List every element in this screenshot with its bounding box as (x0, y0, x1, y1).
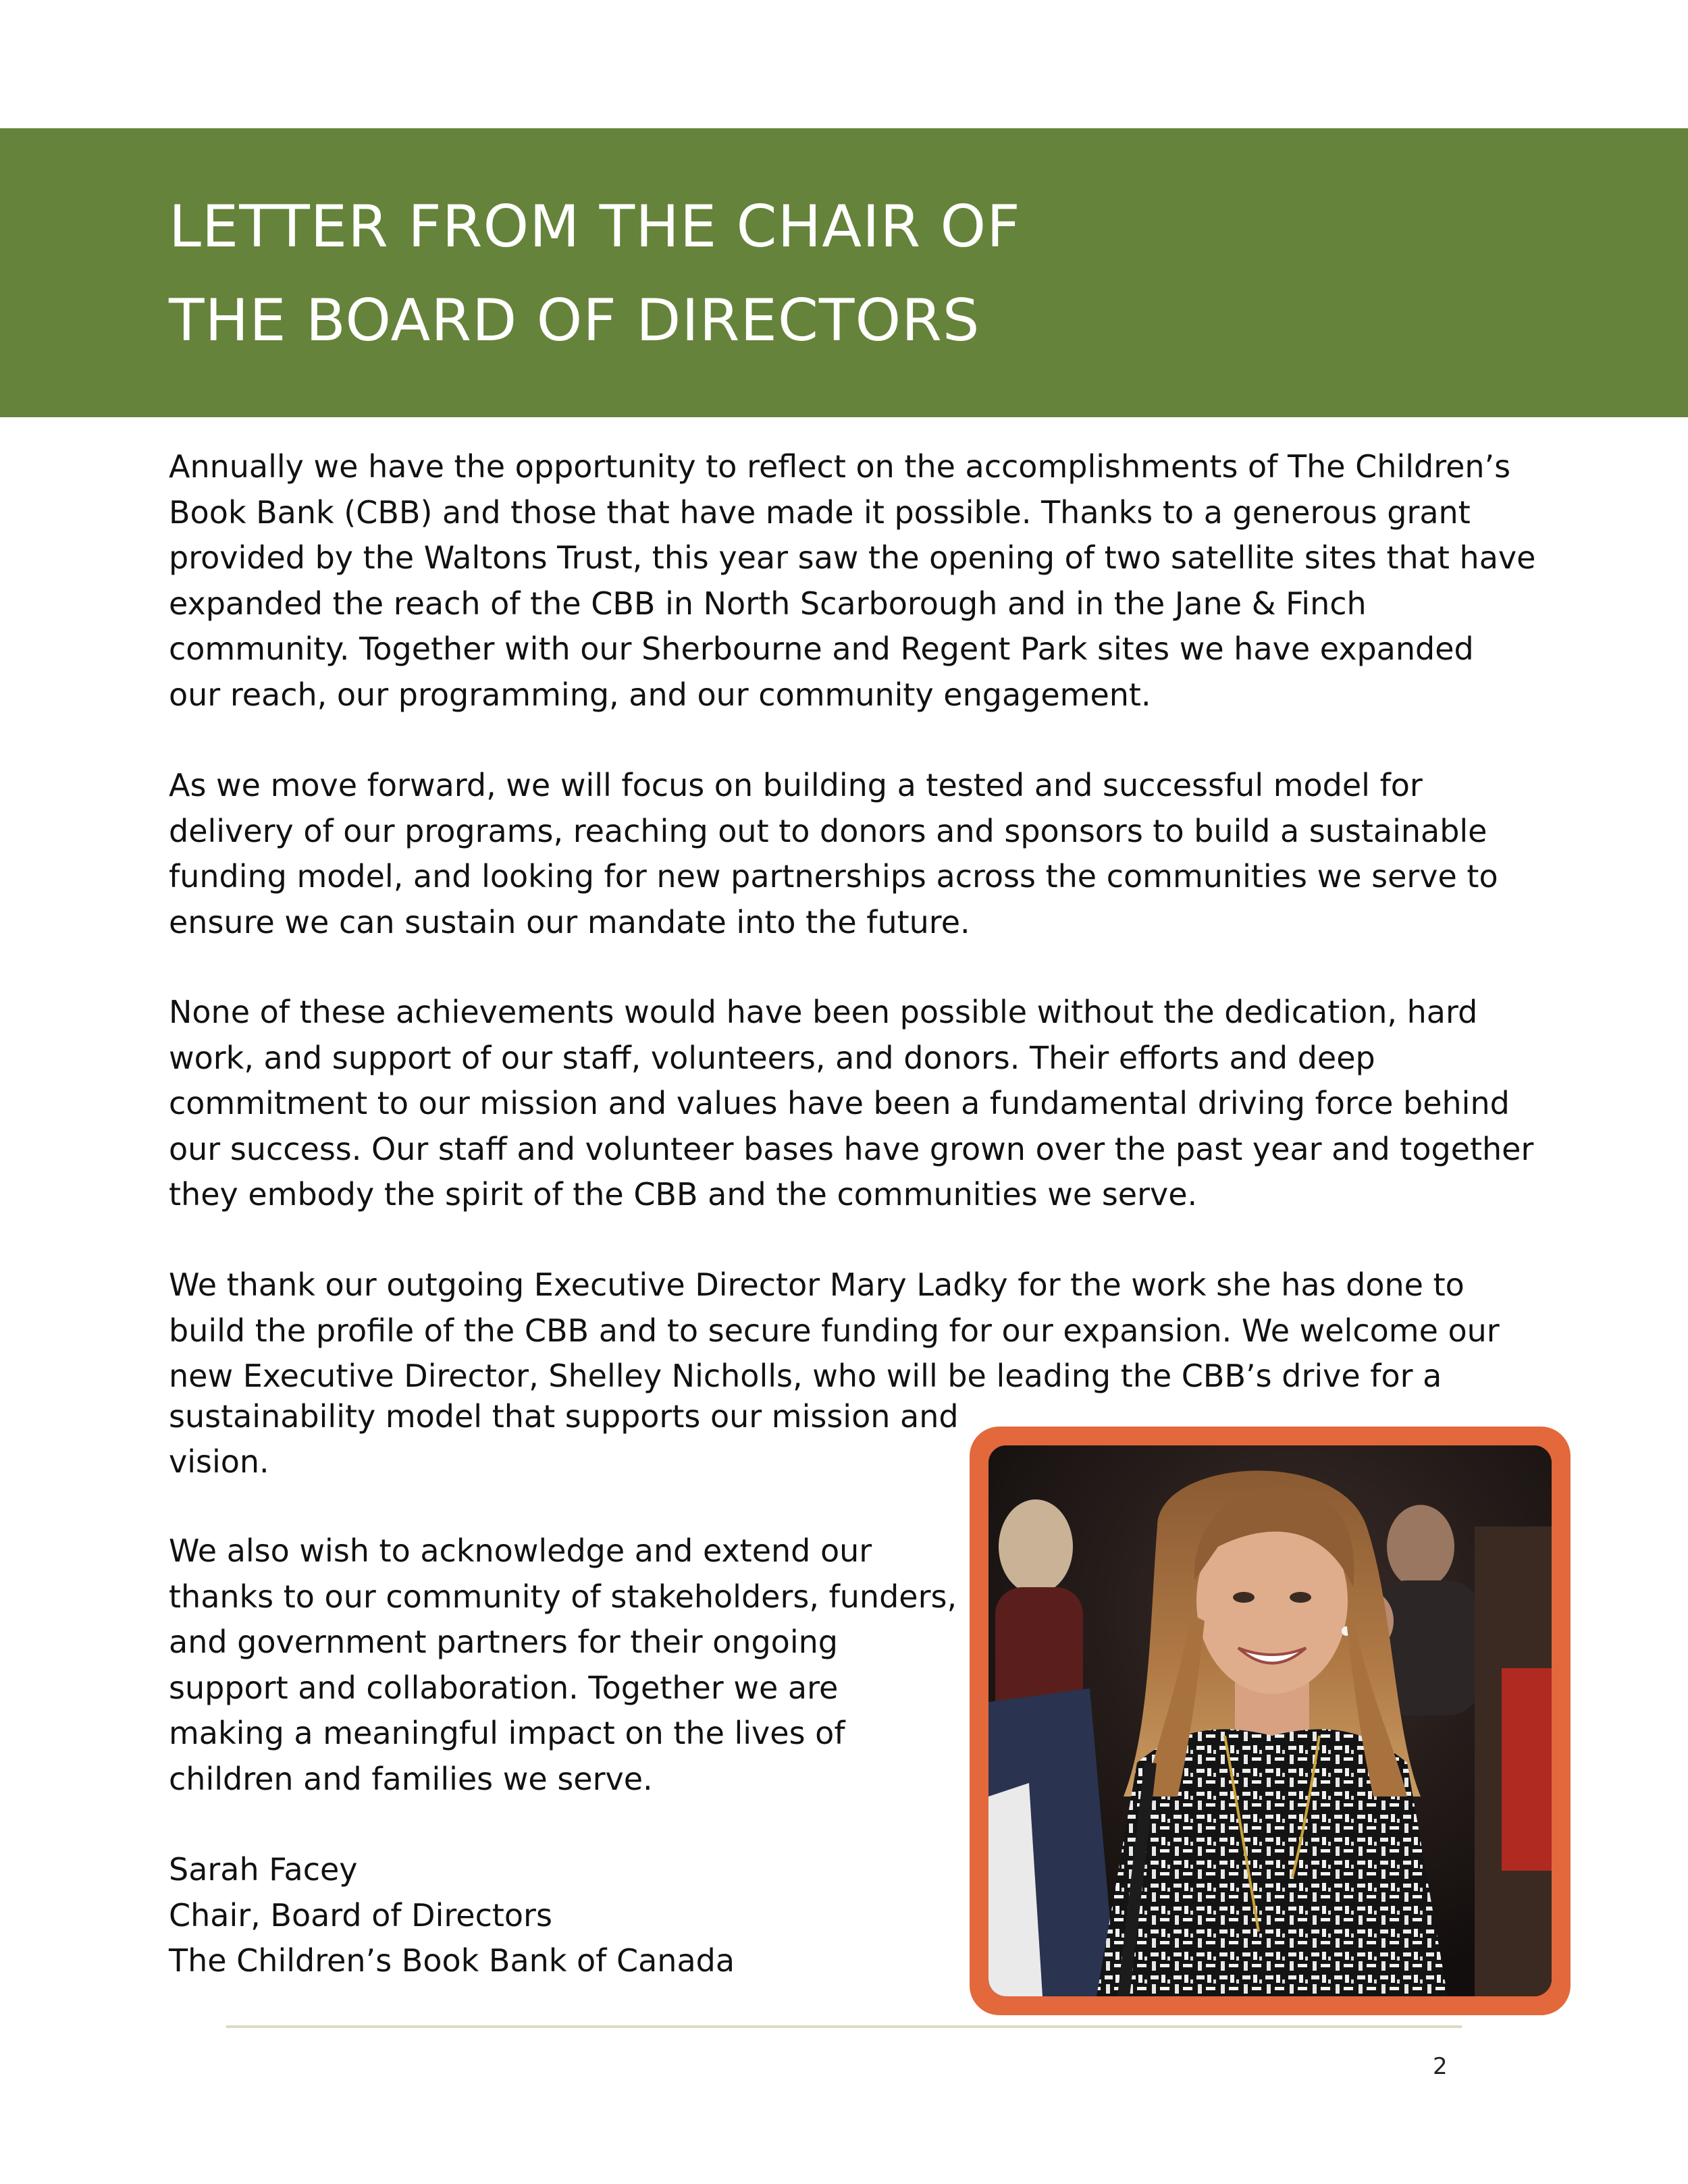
text-line: ensure we can sustain our mandate into the future. (169, 903, 970, 940)
signature-name: Sarah Facey (169, 1851, 358, 1888)
header-band (0, 128, 1688, 417)
letter-paragraph-1 (169, 444, 1535, 718)
text-line: commitment to our mission and values have been a fundamental driving force behind (169, 1085, 1510, 1121)
letter-paragraph-2 (169, 763, 1498, 945)
portrait-illustration (988, 1445, 1552, 1996)
portrait-photo-frame (970, 1427, 1571, 2015)
text-line: funding model, and looking for new partnerships across the communities we serve to (169, 858, 1498, 895)
text-line: delivery of our programs, reaching out to donors and sponsors to build a sustainable (169, 812, 1487, 849)
letter-paragraph-3 (169, 990, 1533, 1218)
text-line: and government partners for their ongoing (169, 1624, 838, 1660)
text-line: We also wish to acknowledge and extend our (169, 1533, 872, 1569)
text-line: our reach, our programming, and our community engagement. (169, 676, 1151, 713)
text-line: As we move forward, we will focus on building a tested and successful model for (169, 767, 1423, 803)
text-line: work, and support of our staff, volunteers, and donors. Their efforts and deep (169, 1039, 1375, 1076)
text-line: our success. Our staff and volunteer bases have grown over the past year and together (169, 1130, 1534, 1167)
text-line: We thank our outgoing Executive Director Mary Ladky for the work she has done to (169, 1267, 1465, 1303)
text-line: expanded the reach of the CBB in North Scarborough and in the Jane & Finch (169, 585, 1367, 622)
text-line: build the profile of the CBB and to secure funding for our expansion. We welcome our (169, 1312, 1500, 1349)
text-line: Annually we have the opportunity to reflect on the accomplishments of The Children’s (169, 448, 1511, 485)
text-line: new Executive Director, Shelley Nicholls, who will be leading the CBB’s drive for a (169, 1358, 1442, 1394)
text-line: community. Together with our Sherbourne and Regent Park sites we have expanded (169, 631, 1474, 667)
text-line: support and collaboration. Together we are (169, 1669, 839, 1706)
text-line: None of these achievements would have been possible without the dedication, hard (169, 994, 1478, 1030)
letter-paragraph-5 (169, 1528, 957, 1802)
text-line: sustainability model that supports our mission and (169, 1397, 959, 1435)
text-line: provided by the Waltons Trust, this year saw the opening of two satellite sites that have (169, 539, 1536, 576)
page-number: 2 (1433, 2053, 1448, 2080)
signature-title: Chair, Board of Directors (169, 1896, 552, 1934)
page-title-line-1: LETTER FROM THE CHAIR OF (169, 193, 1021, 261)
text-line: children and families we serve. (169, 1760, 653, 1797)
text-line: Book Bank (CBB) and those that have made it possible. Thanks to a generous grant (169, 494, 1471, 531)
text-line: thanks to our community of stakeholders, funders, (169, 1578, 957, 1615)
footer-divider (226, 2025, 1462, 2028)
signature-organization: The Children’s Book Bank of Canada (169, 1942, 735, 1979)
page-title-line-2: THE BOARD OF DIRECTORS (169, 287, 980, 354)
text-line: making a meaningful impact on the lives of (169, 1715, 845, 1751)
text-line: vision. (169, 1443, 269, 1480)
portrait-photo (988, 1445, 1552, 1996)
text-line: they embody the spirit of the CBB and the communities we serve. (169, 1176, 1198, 1213)
signature-block (169, 1847, 735, 1984)
